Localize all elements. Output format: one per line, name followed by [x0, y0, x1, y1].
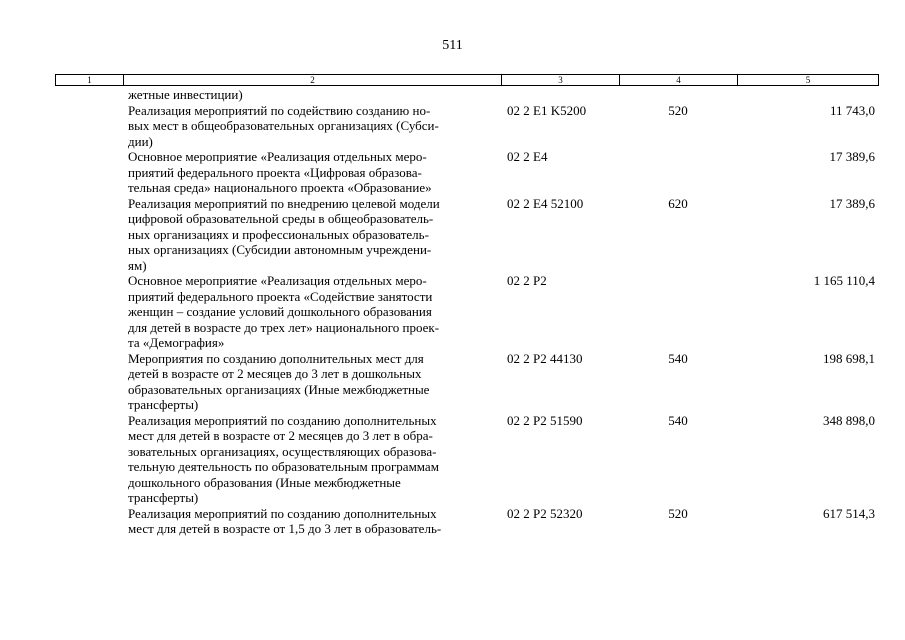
row-name: Реализация мероприятий по созданию дополнительных мест для детей в возрасте от 1,5 до 3 лет в образователь- [128, 505, 442, 536]
row-name: Мероприятия по созданию дополнительных мест для детей в возрасте от 2 месяцев до 3 лет в дошкольных образовательных организациях (Иные межбюджетные трансферты) [128, 350, 430, 412]
row-code: 02 2 P2 51590 [507, 412, 583, 428]
row-amount: 1 165 110,4 [813, 273, 875, 288]
table-row [55, 273, 879, 351]
header-col-1: 1 [56, 75, 124, 85]
row-type [619, 149, 737, 196]
table-row [55, 413, 879, 506]
table-body [55, 87, 879, 537]
row-name: Реализация мероприятий по содействию созданию но- вых мест в общеобразовательных организациях (Субси- дии) [128, 102, 439, 149]
row-code: 02 2 E4 [507, 149, 548, 164]
table-row [55, 149, 879, 196]
row-code: 02 2 E1 K5200 [507, 102, 587, 118]
table-row [55, 196, 879, 274]
row-type: 540 [668, 350, 688, 366]
row-amount: 17 389,6 [829, 195, 875, 211]
row-name: Основное мероприятие «Реализация отдельных меро- приятий федерального проекта «Содействие занятости женщин – создание условий дошкольного образования для детей в возрасте до трех лет» национального проек- та «Демография» [128, 273, 440, 350]
row-name: Реализация мероприятий по внедрению целевой модели цифровой образовательной среды в общеобразователь- ных организациях и профессиональных образователь- ных организациях (Субсидии автономным учреждени- ям) [128, 195, 440, 273]
row-type: 620 [668, 195, 688, 211]
row-code: 02 2 P2 52320 [507, 505, 583, 521]
row-amount [737, 87, 877, 103]
table-row [55, 87, 879, 103]
row-type [619, 87, 737, 103]
header-col-4: 4 [620, 75, 738, 85]
row-name: Реализация мероприятий по созданию дополнительных мест для детей в возрасте от 2 месяцев до 3 лет в обра- зовательных организациях, осуществляющих образова- тельную деятельность по образовательным программам дошкольного образования (Иные межбюджетные трансферты) [128, 412, 439, 505]
table-row [55, 351, 879, 413]
row-amount: 17 389,6 [829, 149, 875, 164]
row-type [619, 273, 737, 351]
row-name: жетные инвестиции) [128, 87, 243, 102]
row-type: 520 [668, 102, 688, 118]
row-name: Основное мероприятие «Реализация отдельных меро- приятий федерального проекта «Цифровая образова- тельная среда» национального проекта «Образование» [128, 149, 432, 195]
table-row [55, 506, 879, 537]
row-code: 02 2 P2 [507, 273, 547, 288]
header-col-3: 3 [502, 75, 620, 85]
row-amount: 11 743,0 [829, 102, 875, 118]
page-number: 511 [442, 38, 463, 53]
table-header [55, 74, 879, 86]
row-type: 540 [668, 412, 688, 428]
row-amount: 617 514,3 [823, 505, 875, 521]
row-amount: 198 698,1 [823, 350, 875, 366]
header-col-2: 2 [124, 75, 502, 85]
row-code: 02 2 E4 52100 [507, 195, 584, 211]
table-row [55, 103, 879, 150]
row-type: 520 [668, 505, 688, 521]
row-code: 02 2 P2 44130 [507, 350, 583, 366]
row-code [501, 87, 619, 103]
header-col-5: 5 [805, 75, 811, 85]
row-amount: 348 898,0 [823, 412, 875, 428]
